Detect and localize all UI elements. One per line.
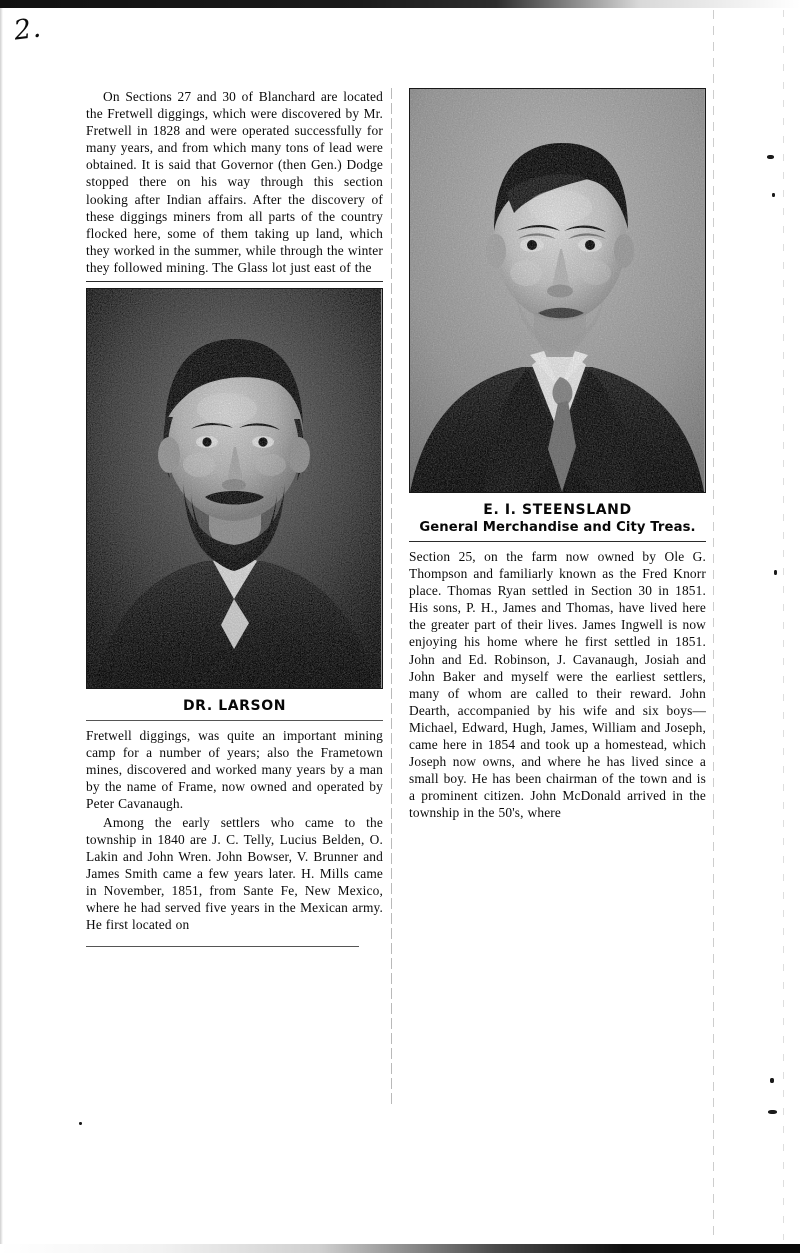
margin-rule-outer [783, 10, 784, 1240]
margin-rule-inner [713, 10, 714, 1240]
left-paragraph-2: Fretwell diggings, was quite an important mining camp for a number of years; also the Frametown mines, discovered and worked many years by a man by the name of Frame, now owned and operated by Peter Cavanaugh. [86, 728, 383, 812]
steensland-caption-subtitle: General Merchandise and City Treas. [419, 520, 696, 535]
scan-speck [774, 570, 777, 575]
steensland-portrait-photo [409, 88, 706, 493]
horizontal-rule [409, 541, 706, 542]
column-divider [391, 88, 392, 1108]
scan-speck [767, 155, 774, 159]
scan-speck [768, 1110, 777, 1114]
scan-edge-left [0, 8, 3, 1244]
larson-portrait-photo [86, 288, 383, 689]
steensland-portrait-image [410, 89, 704, 492]
larson-portrait-image [87, 289, 381, 688]
scan-speck [772, 193, 775, 197]
right-column [409, 88, 706, 822]
scan-speck [79, 1122, 82, 1125]
scan-band-bottom [0, 1244, 800, 1253]
right-paragraph-1: Section 25, on the farm now owned by Ole G. Thompson and familiarly known as the Fred Knorr place. Thomas Ryan settled in Section 30 in 1851. His sons, P. H., James and Thomas, have lived here the greater part of their lives. James Ingwell is now enjoying his home where he first settled in 1851. John and Ed. Robinson, J. Cavanaugh, Josiah and John Baker and myself were the earliest settlers, many of whom are called to their reward. John Dearth, accompanied by his wife and six boys—Michael, Edward, Hugh, James, William and Joseph, came here in 1854 and took up a homestead, which Joseph now owns, and where he has lived since a small boy. He has been chairman of the town and is a prominent citizen. John McDonald arrived in the township in the 50's, where [409, 549, 706, 821]
handwritten-page-number: 2. [12, 12, 44, 47]
larson-caption-name: DR. LARSON [182, 698, 287, 715]
article-body [86, 88, 706, 1108]
horizontal-rule [86, 281, 383, 282]
left-paragraph-1: On Sections 27 and 30 of Blanchard are located the Fretwell diggings, which were discovered by Mr. Fretwell in 1828 and were operated successfully for many years, and from which many tons of lead were obtained. It is said that Governor (then Gen.) Dodge stopped there on his way through this section looking after Indian affairs. After the discovery of these diggings miners from all parts of the country flocked here, some of them taking up land, which they worked in the summer, while through the winter they followed mining. The Glass lot just east of the [86, 89, 383, 275]
horizontal-rule-bottom [86, 946, 359, 947]
scan-speck [770, 1078, 774, 1083]
scan-band-top [0, 0, 800, 8]
larson-caption [86, 698, 383, 714]
left-column [86, 88, 383, 953]
steensland-caption-name: E. I. STEENSLAND [483, 502, 632, 518]
left-paragraph-3: Among the early settlers who came to the township in 1840 are J. C. Telly, Lucius Belden, O. Lakin and John Wren. John Bowser, V. Brunner and James Smith came a few years later. H. Mills came in November, 1851, from Sante Fe, New Mexico, where he had served five years in the Mexican army. He first located on [86, 814, 383, 933]
horizontal-rule [86, 720, 383, 721]
steensland-caption [409, 502, 706, 535]
